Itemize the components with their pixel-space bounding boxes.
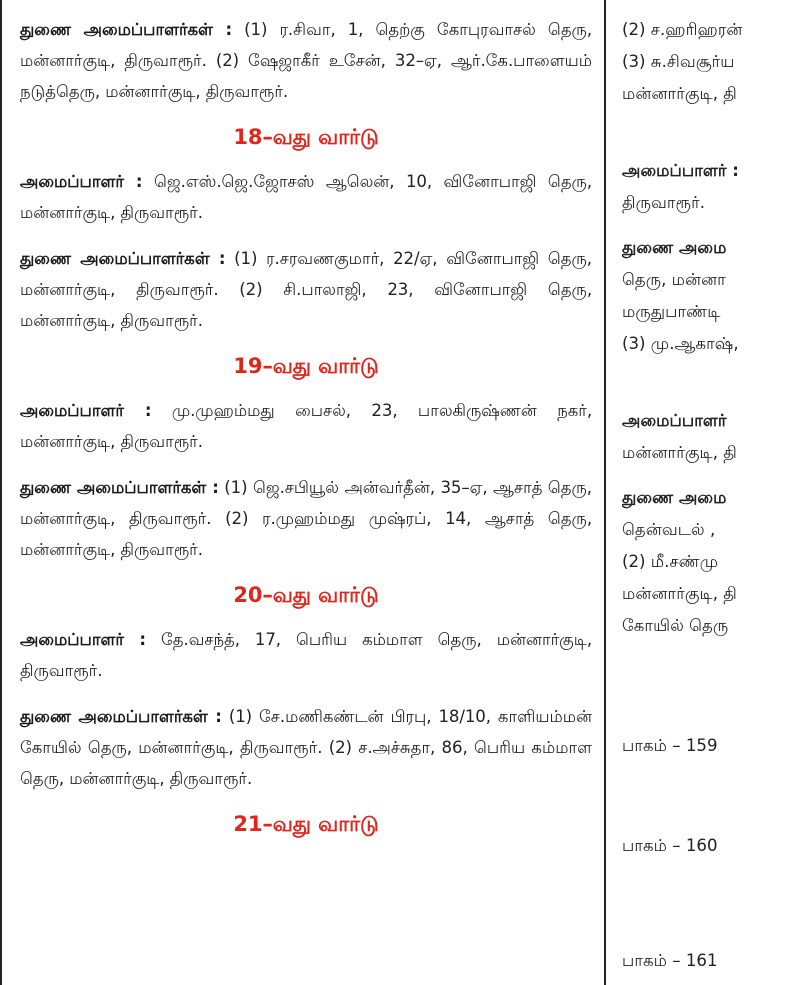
right-line-14: (2) மீ.சண்மு: [622, 552, 719, 571]
right-line-9: (3) மு.ஆகாஷ்,: [622, 334, 739, 353]
role-label: அமைப்பாளர்: [622, 411, 727, 430]
right-line-1: (2) ச.ஹரிஹரன்: [622, 20, 743, 39]
left-column-rule: [0, 0, 2, 985]
paragraph-organizer-18: [20, 166, 592, 228]
right-line-11: மன்னார்குடி, தி: [622, 443, 737, 462]
role-label: துணை அமை: [622, 238, 727, 257]
role-label: அமைப்பாளர் :: [20, 401, 152, 420]
ward-heading-21: 21–வது வார்டு: [233, 812, 379, 836]
paragraph-deputy-organizers-19: [20, 472, 592, 565]
paragraph-text: (1) ர.சிவா, 1, தெற்கு கோபுரவாசல் தெரு, மன்னார்குடி, திருவாரூர். (2) ஷேஜாகீர் உசேன், 32–ஏ, ஆர்.கே.பாளையம் நடுத்தெரு, மன்னார்குடி, திருவாரூர்.: [20, 20, 592, 101]
paragraph-text: ஜெ.எஸ்.ஜெ.ஜோசஸ் ஆலென், 10, வினோபாஜி தெரு, மன்னார்குடி, திருவாரூர்.: [20, 172, 592, 222]
role-label: துணை அமை: [622, 488, 727, 507]
paragraph-text: (1) ர.சரவணகுமார், 22/ஏ, வினோபாஜி தெரு, மன்னார்குடி, திருவாரூர். (2) சி.பாலாஜி, 23, வினோபாஜி தெரு, மன்னார்குடி, திருவாரூர்.: [20, 249, 592, 330]
right-line-6: [622, 232, 726, 263]
ward-heading-18: 18–வது வார்டு: [233, 125, 379, 149]
right-line-10: [622, 405, 727, 436]
paragraph-deputy-organizers-20: [20, 701, 592, 794]
ward-heading-19: 19–வது வார்டு: [233, 354, 379, 378]
right-line-5: திருவாரூர்.: [622, 193, 706, 212]
role-label: துணை அமைப்பாளர்கள் :: [20, 249, 226, 268]
role-label: துணை அமைப்பாளர்கள் :: [20, 20, 233, 39]
part-label-160: பாகம் – 160: [622, 836, 718, 855]
paragraph-organizer-20: [20, 624, 592, 686]
right-line-7: தெரு, மன்னா: [622, 270, 726, 289]
part-label-159: பாகம் – 159: [622, 736, 718, 755]
right-column-cropped: [622, 0, 800, 985]
role-label: அமைப்பாளர் :: [20, 630, 146, 649]
paragraph-text: தே.வசந்த், 17, பெரிய கம்மாள தெரு, மன்னார்குடி, திருவாரூர்.: [20, 630, 592, 680]
role-label: அமைப்பாளர் :: [622, 161, 739, 180]
role-label: துணை அமைப்பாளர்கள் :: [20, 478, 219, 497]
role-label: துணை அமைப்பாளர்கள் :: [20, 707, 222, 726]
paragraph-text: (1) ஜெ.சபியூல் அன்வர்தீன், 35–ஏ, ஆசாத் தெரு, மன்னார்குடி, திருவாரூர். (2) ர.முஹம்மது முஷ்ரப், 14, ஆசாத் தெரு, மன்னார்குடி, திருவாரூர்.: [20, 478, 592, 559]
right-line-13: தென்வடல் ,: [622, 520, 716, 539]
paragraph-text: (1) சே.மணிகண்டன் பிரபு, 18/10, காளியம்மன் கோயில் தெரு, மன்னார்குடி, திருவாரூர். (2) ச.அச்சுதா, 86, பெரிய கம்மாள தெரு, மன்னார்குடி, திருவாரூர்.: [20, 707, 592, 788]
paragraph-deputy-organizers-17: [20, 14, 592, 107]
right-line-12: [622, 482, 726, 513]
right-line-3: மன்னார்குடி, தி: [622, 84, 737, 103]
role-label: அமைப்பாளர் :: [20, 172, 143, 191]
part-label-161: பாகம் – 161: [622, 951, 718, 970]
paragraph-text: மு.முஹம்மது பைசல், 23, பாலகிருஷ்ணன் நகர், மன்னார்குடி, திருவாரூர்.: [20, 401, 592, 451]
right-line-4: [622, 155, 739, 186]
right-line-2: (3) சு.சிவசூர்ய: [622, 52, 735, 71]
right-line-8: மருதுபாண்டி: [622, 302, 721, 321]
paragraph-deputy-organizers-18: [20, 243, 592, 336]
right-line-15: மன்னார்குடி, தி: [622, 584, 737, 603]
right-line-16: கோயில் தெரு: [622, 616, 729, 635]
ward-heading-20: 20–வது வார்டு: [233, 583, 379, 607]
column-divider: [604, 0, 606, 985]
left-column: [20, 14, 592, 853]
paragraph-organizer-19: [20, 395, 592, 457]
